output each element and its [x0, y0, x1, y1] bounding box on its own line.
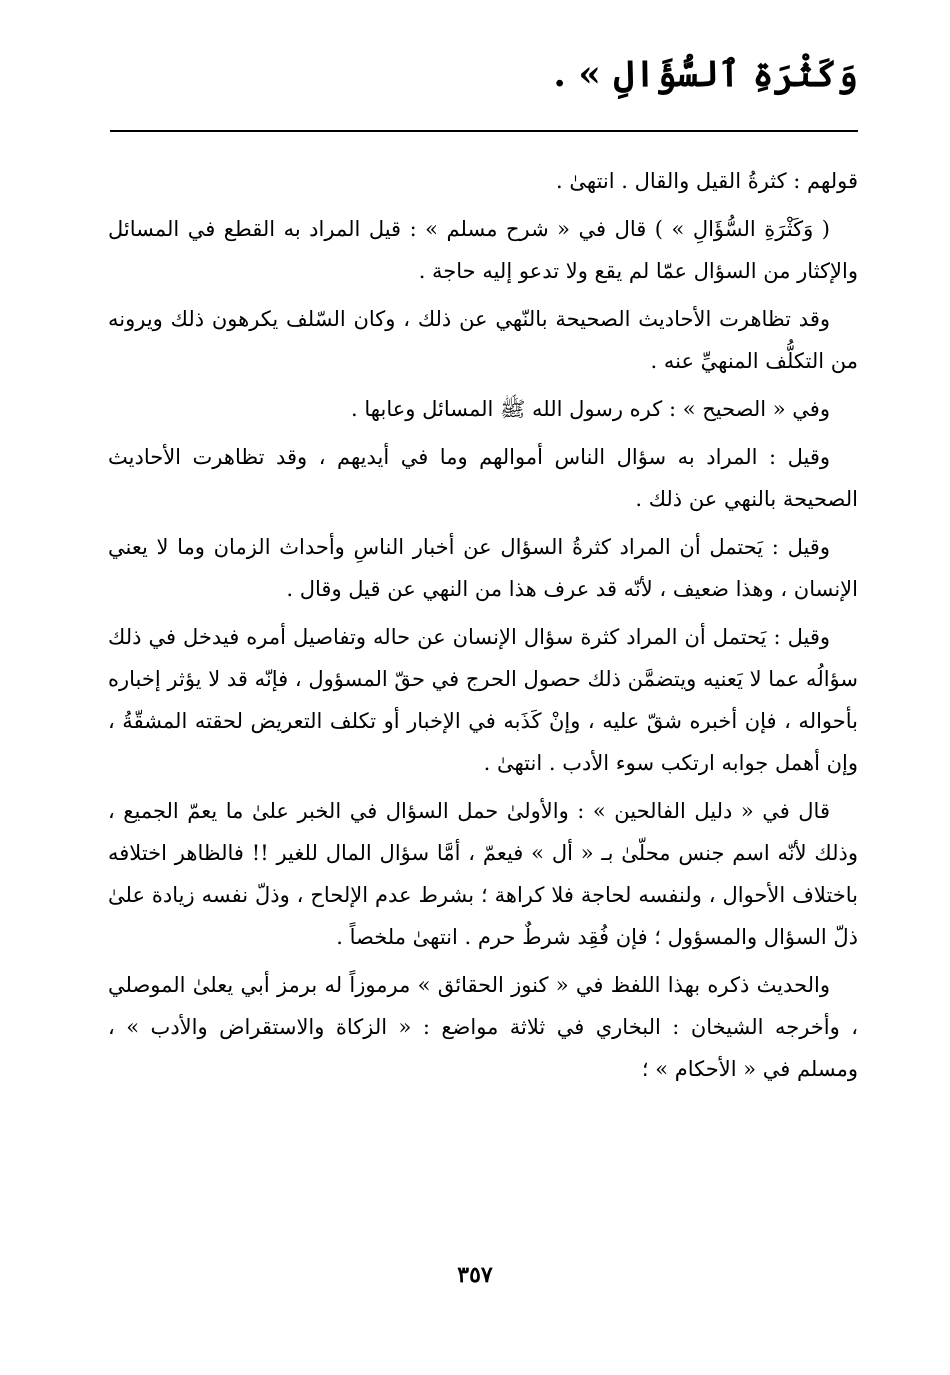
paragraph: وقد تظاهرت الأحاديث الصحيحة بالنّهي عن ذلك ، وكان السّلف يكرهون ذلك ويرونه من التكلُّف المنهيِّ عنه . — [108, 307, 858, 373]
paragraph: قال في « دليل الفالحين » : والأولىٰ حمل السؤال في الخبر علىٰ ما يعمّ الجميع ، وذلك لأنّه اسم جنس محلّىٰ بـ « أل » فيعمّ ، أمَّا سؤال المال للغير !! فالظاهر اختلافه باختلاف الأحوال ، ولنفسه لحاجة فلا كراهة ؛ بشرط عدم الإلحاح ، وذلّ نفسه زيادة علىٰ ذلّ السؤال والمسؤول ؛ فإن فُقِد شرطٌ حرم . انتهىٰ ملخصاً . — [108, 799, 858, 949]
page-number: ٣٥٧ — [457, 1262, 493, 1288]
header-divider — [110, 130, 858, 132]
paragraph: وقيل : يَحتمل أن المراد كثرةُ السؤال عن أخبار الناسِ وأحداث الزمان وما لا يعني الإنسان ، وهذا ضعيف ، لأنّه قد عرف هذا من النهي عن قيل وقال . — [108, 535, 858, 601]
paragraph: وقيل : يَحتمل أن المراد كثرة سؤال الإنسان عن حاله وتفاصيل أمره فيدخل في ذلك سؤالُه عما لا يَعنيه ويتضمَّن ذلك حصول الحرج في حقّ المسؤول ، فإنّه قد لا يؤثر إخباره بأحواله ، فإن أخبره شقّ عليه ، وإنْ كَذَبه في الإخبار أو تكلف التعريض لحقته المشقّةُ ، وإن أهمل جوابه ارتكب سوء الأدب . انتهىٰ . — [108, 625, 858, 775]
paragraph: وفي « الصحيح » : كره رسول الله ﷺ المسائل وعابها . — [351, 397, 830, 421]
paragraph: ( وَكَثْرَةِ السُّؤَالِ » ) قال في « شرح مسلم » : قيل المراد به القطع في المسائل والإكثار من السؤال عمّا لم يقع ولا تدعو إليه حاجة . — [108, 217, 858, 283]
paragraph: قولهم : كثرةُ القيل والقال . انتهىٰ . — [556, 169, 858, 193]
page-header: وَكَثْرَةِ ٱلسُّؤَالِ » . — [553, 53, 858, 95]
page-body — [108, 160, 858, 1096]
paragraph: وقيل : المراد به سؤال الناس أموالهم وما في أيديهم ، وقد تظاهرت الأحاديث الصحيحة بالنهي عن ذلك . — [108, 445, 858, 511]
paragraph: والحديث ذكره بهذا اللفظ في « كنوز الحقائق » مرموزاً له برمز أبي يعلىٰ الموصلي ، وأخرجه الشيخان : البخاري في ثلاثة مواضع : « الزكاة والاستقراض والأدب » ، ومسلم في « الأحكام » ؛ — [108, 973, 858, 1081]
